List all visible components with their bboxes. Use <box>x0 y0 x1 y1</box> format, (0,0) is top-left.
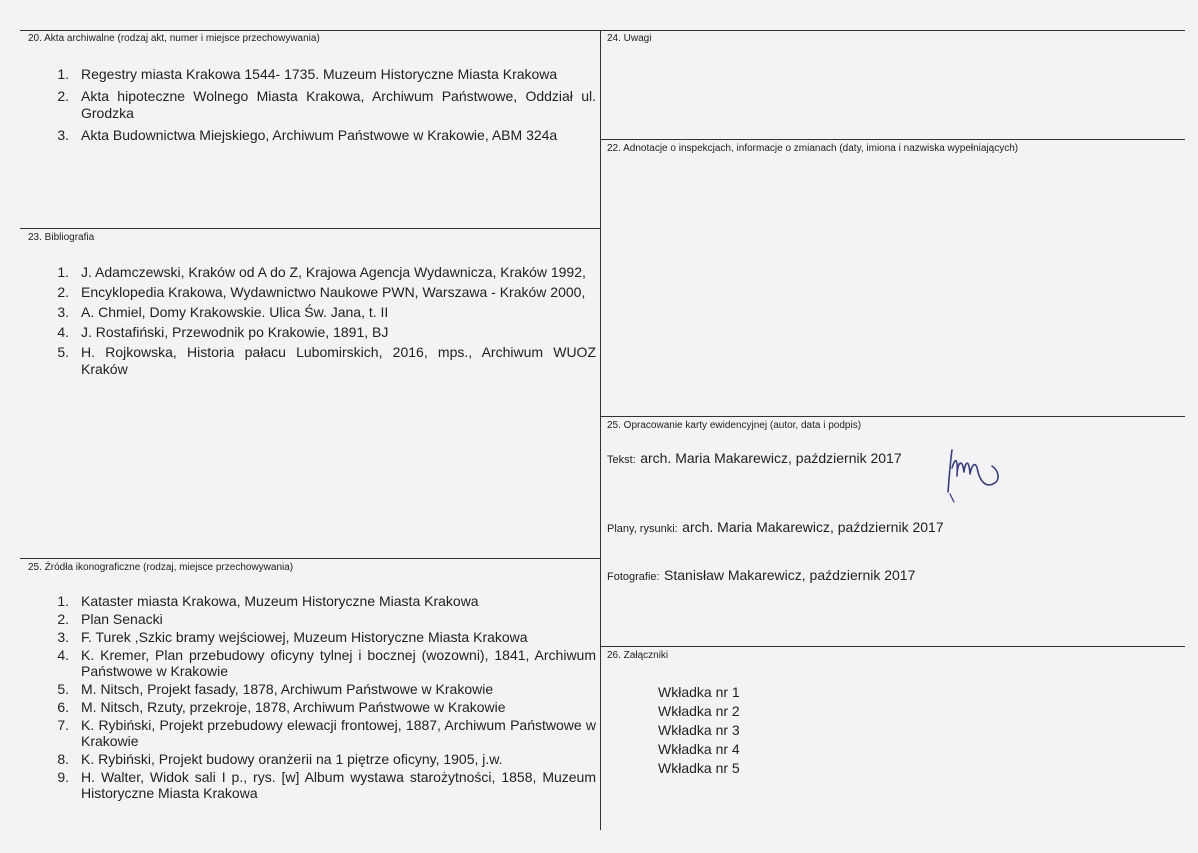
list-item <box>55 304 596 321</box>
list-item-number: 5. <box>57 681 69 697</box>
remarks-section-label: 24. Uwagi <box>607 33 652 44</box>
attachment-item: Wkładka nr 1 <box>658 684 740 700</box>
list-item-number: 3. <box>57 629 69 645</box>
list-item <box>55 699 596 715</box>
list-item <box>55 629 596 645</box>
list-item-number: 8. <box>57 751 69 767</box>
list-item-text: J. Rostafiński, Przewodnik po Krakowie, 1891, BJ <box>81 324 389 340</box>
divider-remarks-annotations <box>600 139 1185 140</box>
list-item <box>55 611 596 627</box>
credit-photos <box>607 567 915 585</box>
list-item-number: 2. <box>57 88 69 104</box>
list-item <box>55 344 596 378</box>
list-item-number: 1. <box>57 593 69 609</box>
list-item-text: M. Nitsch, Rzuty, przekroje, 1878, Archiwum Państwowe w Krakowie <box>81 699 506 715</box>
credit-plans-value: arch. Maria Makarewicz, październik 2017 <box>682 519 944 535</box>
archival-section-label: 20. Akta archiwalne (rodzaj akt, numer i miejsce przechowywania) <box>28 33 320 44</box>
list-item-text: Plan Senacki <box>81 611 163 627</box>
list-item-text: K. Rybiński, Projekt budowy oranżerii na 1 piętrze oficyny, 1905, j.w. <box>81 751 503 767</box>
list-item <box>55 593 596 609</box>
attachments-list <box>658 683 740 778</box>
list-item-text: J. Adamczewski, Kraków od A do Z, Krajowa Agencja Wydawnicza, Kraków 1992, <box>81 264 586 280</box>
divider-annotations-preparation <box>600 416 1185 417</box>
bibliography-section-label: 23. Bibliografia <box>28 232 95 243</box>
list-item-number: 1. <box>57 66 69 82</box>
credit-plans-label: Plany, rysunki: <box>607 523 678 535</box>
list-item-text: Akta Budownictwa Miejskiego, Archiwum Państwowe w Krakowie, ABM 324a <box>81 127 558 143</box>
list-item-number: 3. <box>57 304 69 320</box>
list-item-number: 1. <box>57 264 69 280</box>
list-item-text: F. Turek ,Szkic bramy wejściowej, Muzeum Historyczne Miasta Krakowa <box>81 629 528 645</box>
list-item <box>55 88 596 122</box>
list-item-number: 4. <box>57 647 69 663</box>
list-item <box>55 769 596 801</box>
list-item-text: H. Walter, Widok sali I p., rys. [w] Album wystawa starożytności, 1858, Muzeum Historyczne Miasta Krakowa <box>81 769 596 801</box>
list-item-number: 9. <box>57 769 69 785</box>
annotations-section-label: 22. Adnotacje o inspekcjach, informacje o zmianach (daty, imiona i nazwiska wypełniających) <box>607 143 1019 154</box>
list-item <box>55 717 596 749</box>
list-item-number: 6. <box>57 699 69 715</box>
divider-bibliography-iconographic <box>20 558 600 559</box>
list-item <box>55 264 596 281</box>
signature-image <box>940 442 1010 504</box>
attachments-section-label: 26. Załączniki <box>607 650 669 661</box>
credit-photos-label: Fotografie: <box>607 571 660 583</box>
list-item-text: H. Rojkowska, Historia pałacu Lubomirskich, 2016, mps., Archiwum WUOZ Kraków <box>81 344 596 377</box>
bibliography-list <box>55 264 596 378</box>
top-border <box>20 30 1185 31</box>
list-item-number: 5. <box>57 344 69 360</box>
credit-plans <box>607 519 944 537</box>
list-item <box>55 751 596 767</box>
list-item-number: 4. <box>57 324 69 340</box>
preparation-section-label: 25. Opracowanie karty ewidencyjnej (autor, data i podpis) <box>607 420 862 431</box>
archival-list <box>55 66 596 144</box>
list-item <box>55 647 596 679</box>
list-item-text: Regestry miasta Krakowa 1544- 1735. Muzeum Historyczne Miasta Krakowa <box>81 66 558 82</box>
column-divider <box>600 30 601 830</box>
list-item-number: 3. <box>57 127 69 143</box>
list-item <box>55 324 596 341</box>
list-item-text: K. Rybiński, Projekt przebudowy elewacji frontowej, 1887, Archiwum Państwowe w Krakowie <box>81 717 596 749</box>
list-item <box>55 66 596 83</box>
list-item-text: M. Nitsch, Projekt fasady, 1878, Archiwum Państwowe w Krakowie <box>81 681 494 697</box>
list-item-text: Kataster miasta Krakowa, Muzeum Historyczne Miasta Krakowa <box>81 593 479 609</box>
list-item-number: 2. <box>57 284 69 300</box>
list-item-text: Akta hipoteczne Wolnego Miasta Krakowa, Archiwum Państwowe, Oddział ul. Grodzka <box>81 88 596 121</box>
list-item <box>55 681 596 697</box>
iconographic-list <box>55 593 596 801</box>
credit-text-label: Tekst: <box>607 454 636 466</box>
list-item-number: 2. <box>57 611 69 627</box>
credit-photos-value: Stanisław Makarewicz, październik 2017 <box>664 567 916 583</box>
list-item-text: Encyklopedia Krakowa, Wydawnictwo Naukowe PWN, Warszawa - Kraków 2000, <box>81 284 586 300</box>
attachment-item: Wkładka nr 4 <box>658 741 740 757</box>
list-item-number: 7. <box>57 717 69 733</box>
list-item <box>55 284 596 301</box>
credit-text-value: arch. Maria Makarewicz, październik 2017 <box>640 450 902 466</box>
attachment-item: Wkładka nr 3 <box>658 722 740 738</box>
list-item-text: A. Chmiel, Domy Krakowskie. Ulica Św. Jana, t. II <box>81 304 389 320</box>
credit-text <box>607 450 902 468</box>
list-item-text: K. Kremer, Plan przebudowy oficyny tylnej i bocznej (wozowni), 1841, Archiwum Państwowe w Krakowie <box>81 647 596 679</box>
attachment-item: Wkładka nr 2 <box>658 703 740 719</box>
divider-archival-bibliography <box>20 228 600 229</box>
iconographic-section-label: 25. Źródła ikonograficzne (rodzaj, miejsce przechowywania) <box>28 562 294 573</box>
attachment-item: Wkładka nr 5 <box>658 760 740 776</box>
divider-preparation-attachments <box>600 646 1185 647</box>
list-item <box>55 127 596 144</box>
